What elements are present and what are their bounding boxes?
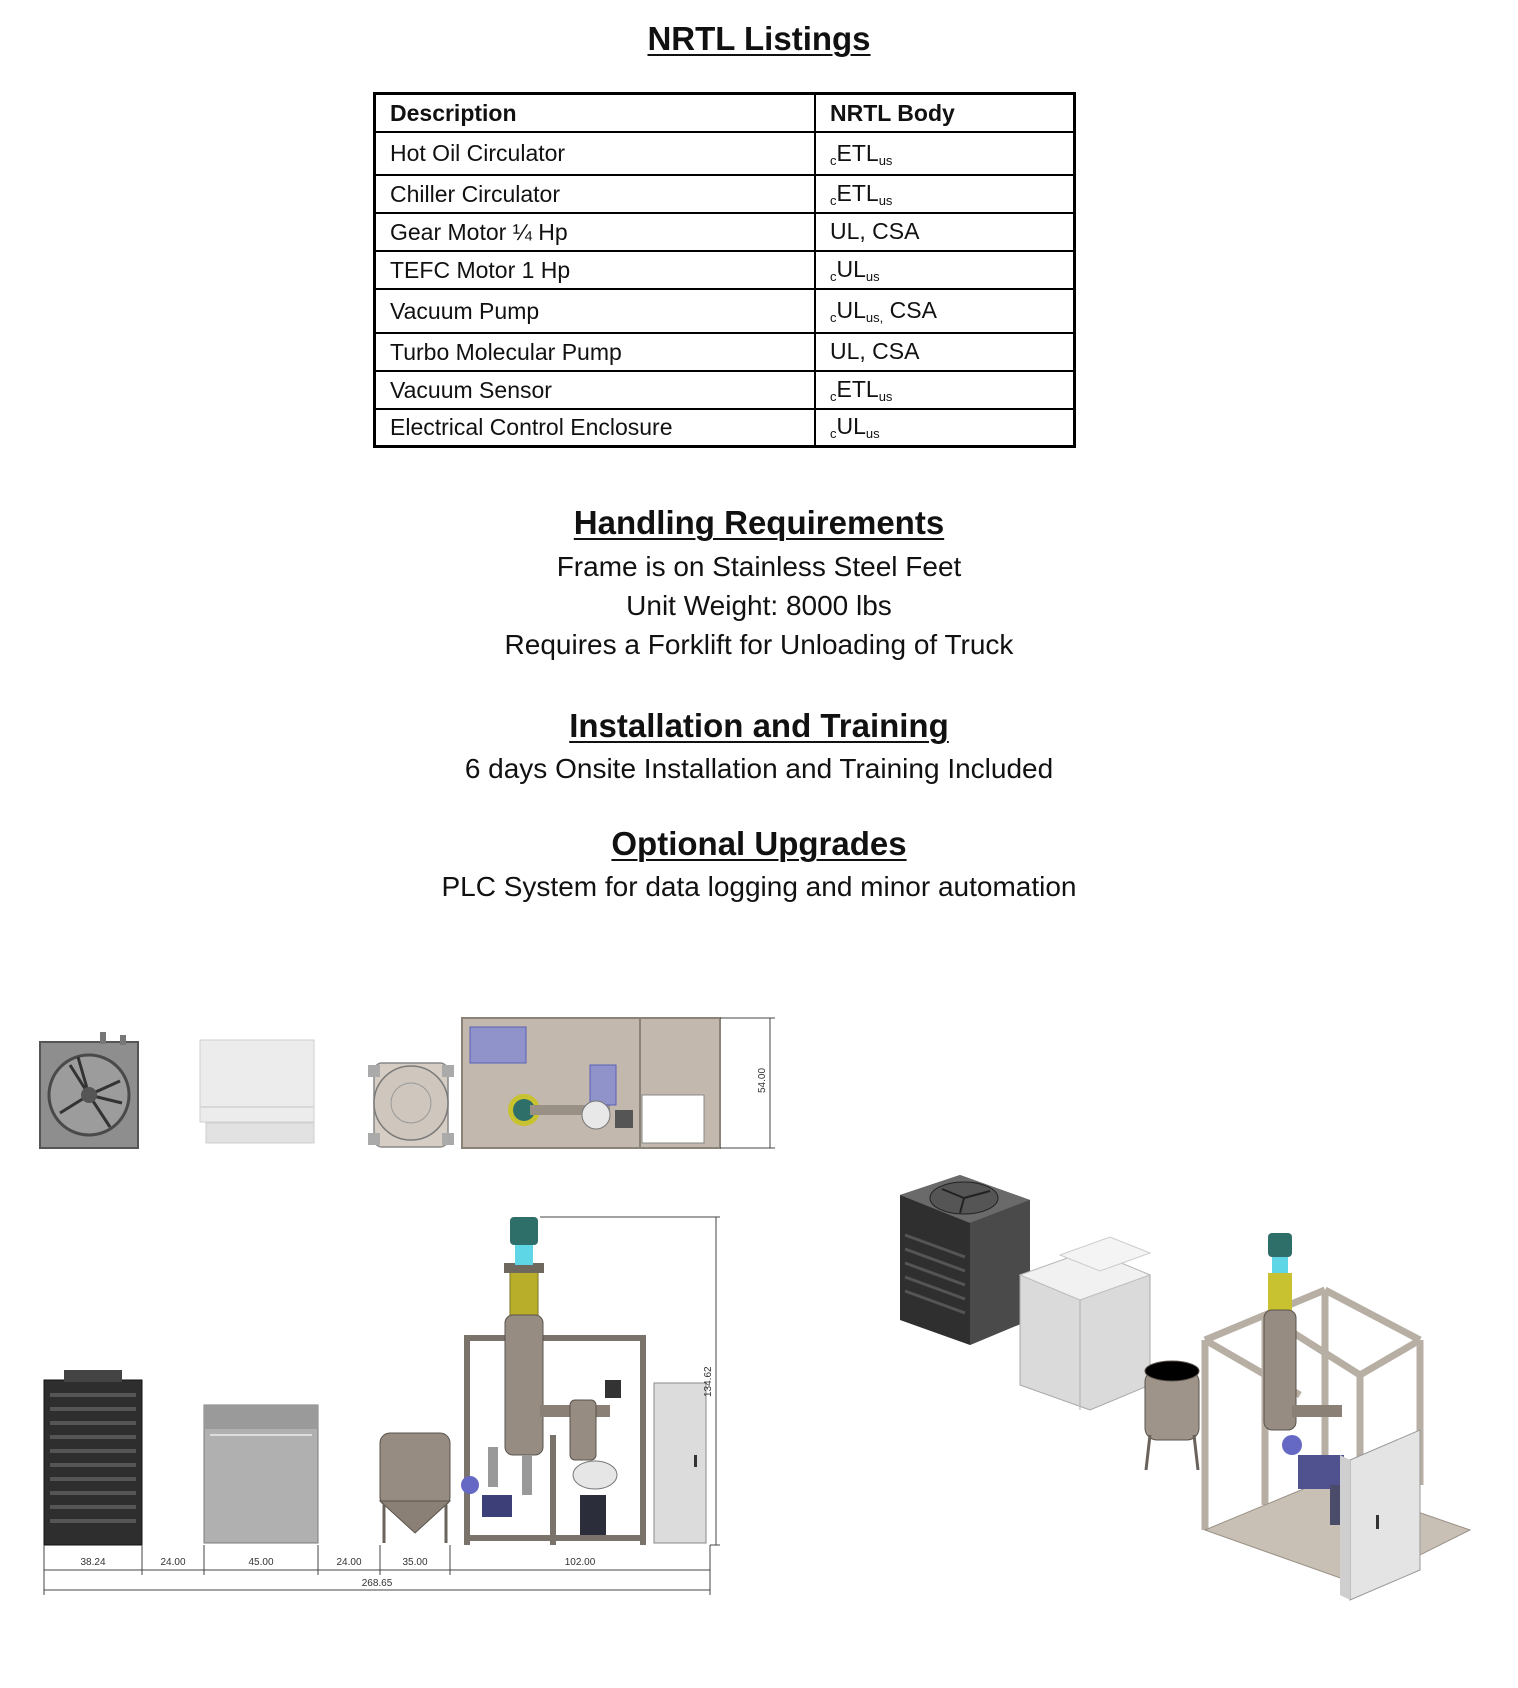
row-description: Gear Motor ¼ Hp	[375, 213, 816, 251]
mark-prefix: c	[830, 193, 837, 208]
mark-prefix: c	[830, 426, 837, 442]
dim-tank: 35.00	[402, 1557, 428, 1568]
row-nrtl-body	[815, 409, 1075, 446]
table-row	[375, 409, 1075, 446]
row-nrtl-body	[815, 251, 1075, 289]
mark-suffix: us	[878, 152, 893, 168]
mark-prefix: c	[830, 389, 837, 404]
mark-prefix: c	[830, 269, 837, 284]
header-nrtl-body: NRTL Body	[815, 94, 1075, 133]
dim-total: 268.65	[361, 1578, 393, 1589]
mark-suffix: us	[878, 193, 893, 208]
control-enclosure-isometric	[1340, 1430, 1420, 1600]
tank-top-view	[368, 1063, 454, 1147]
depth-dimension-label: 54.00	[757, 1067, 768, 1093]
mark-prefix: c	[830, 310, 837, 325]
table-row	[375, 175, 1075, 213]
row-description: Vacuum Pump	[375, 289, 816, 333]
row-nrtl-body	[815, 371, 1075, 409]
mark-main: UL	[836, 297, 866, 323]
table-row	[375, 333, 1075, 371]
row-description: Hot Oil Circulator	[375, 132, 816, 175]
row-description: Electrical Control Enclosure	[375, 409, 816, 446]
chiller-top-view	[40, 1032, 138, 1148]
header-description: Description	[375, 94, 816, 133]
installation-line: 6 days Onsite Installation and Training Included	[464, 753, 1054, 784]
dim-gap-2: 24.00	[336, 1557, 362, 1568]
handling-title: Handling Requirements	[573, 504, 945, 541]
row-nrtl-body	[815, 333, 1075, 371]
mark-main: UL	[836, 256, 866, 282]
tank-front-view	[380, 1433, 450, 1543]
control-enclosure-front-view	[654, 1383, 706, 1543]
handling-line-feet: Frame is on Stainless Steel Feet	[556, 551, 962, 582]
row-nrtl-body	[815, 175, 1075, 213]
mark-suffix: us,	[865, 310, 884, 325]
frame-top-view	[462, 1018, 720, 1148]
dim-gap-1: 24.00	[160, 1557, 186, 1568]
mark-main: ETL	[836, 139, 879, 166]
mark-main: ETL	[836, 376, 879, 402]
installation-title: Installation and Training	[569, 707, 949, 744]
circulator-isometric	[1020, 1237, 1150, 1410]
frame-front-view	[461, 1217, 646, 1545]
row-nrtl-body	[815, 132, 1075, 175]
mark-main: ETL	[836, 180, 879, 206]
table-row	[375, 213, 1075, 251]
top-view	[40, 1018, 775, 1148]
mark-suffix: us	[865, 426, 880, 442]
handling-line-weight: Unit Weight: 8000 lbs	[626, 590, 892, 621]
circulator-top-view	[200, 1040, 314, 1143]
mark-prefix: c	[830, 152, 837, 168]
row-nrtl-body	[815, 213, 1075, 251]
row-description: Turbo Molecular Pump	[375, 333, 816, 371]
chiller-isometric	[900, 1175, 1030, 1345]
chiller-front-view	[44, 1370, 142, 1545]
isometric-view	[900, 1175, 1470, 1600]
dim-circulator: 45.00	[248, 1557, 274, 1568]
upgrades-title: Optional Upgrades	[611, 825, 907, 862]
mark-suffix: us	[878, 389, 893, 404]
table-row	[375, 371, 1075, 409]
mark-main: UL	[836, 413, 866, 440]
circulator-front-view	[204, 1405, 318, 1543]
table-row	[375, 132, 1075, 175]
height-dimension-label: 134.62	[703, 1366, 714, 1397]
equipment-drawing	[30, 985, 1490, 1665]
mark-post: CSA	[883, 297, 937, 323]
row-description: Vacuum Sensor	[375, 371, 816, 409]
upgrades-line: PLC System for data logging and minor automation	[441, 871, 1077, 902]
front-view	[44, 1217, 720, 1595]
row-description: Chiller Circulator	[375, 175, 816, 213]
nrtl-title: NRTL Listings	[647, 20, 871, 57]
table-row	[375, 251, 1075, 289]
mark-main: UL, CSA	[830, 338, 920, 364]
handling-line-forklift: Requires a Forklift for Unloading of Truck	[504, 629, 1014, 660]
row-nrtl-body	[815, 289, 1075, 333]
dim-frame: 102.00	[564, 1557, 596, 1568]
tank-isometric	[1145, 1361, 1199, 1470]
dim-chiller: 38.24	[80, 1557, 106, 1568]
mark-main: UL, CSA	[830, 218, 920, 244]
table-row	[375, 289, 1075, 333]
mark-suffix: us	[865, 269, 880, 284]
row-description: TEFC Motor 1 Hp	[375, 251, 816, 289]
table-header-row	[375, 94, 1075, 133]
nrtl-table	[373, 92, 1076, 448]
